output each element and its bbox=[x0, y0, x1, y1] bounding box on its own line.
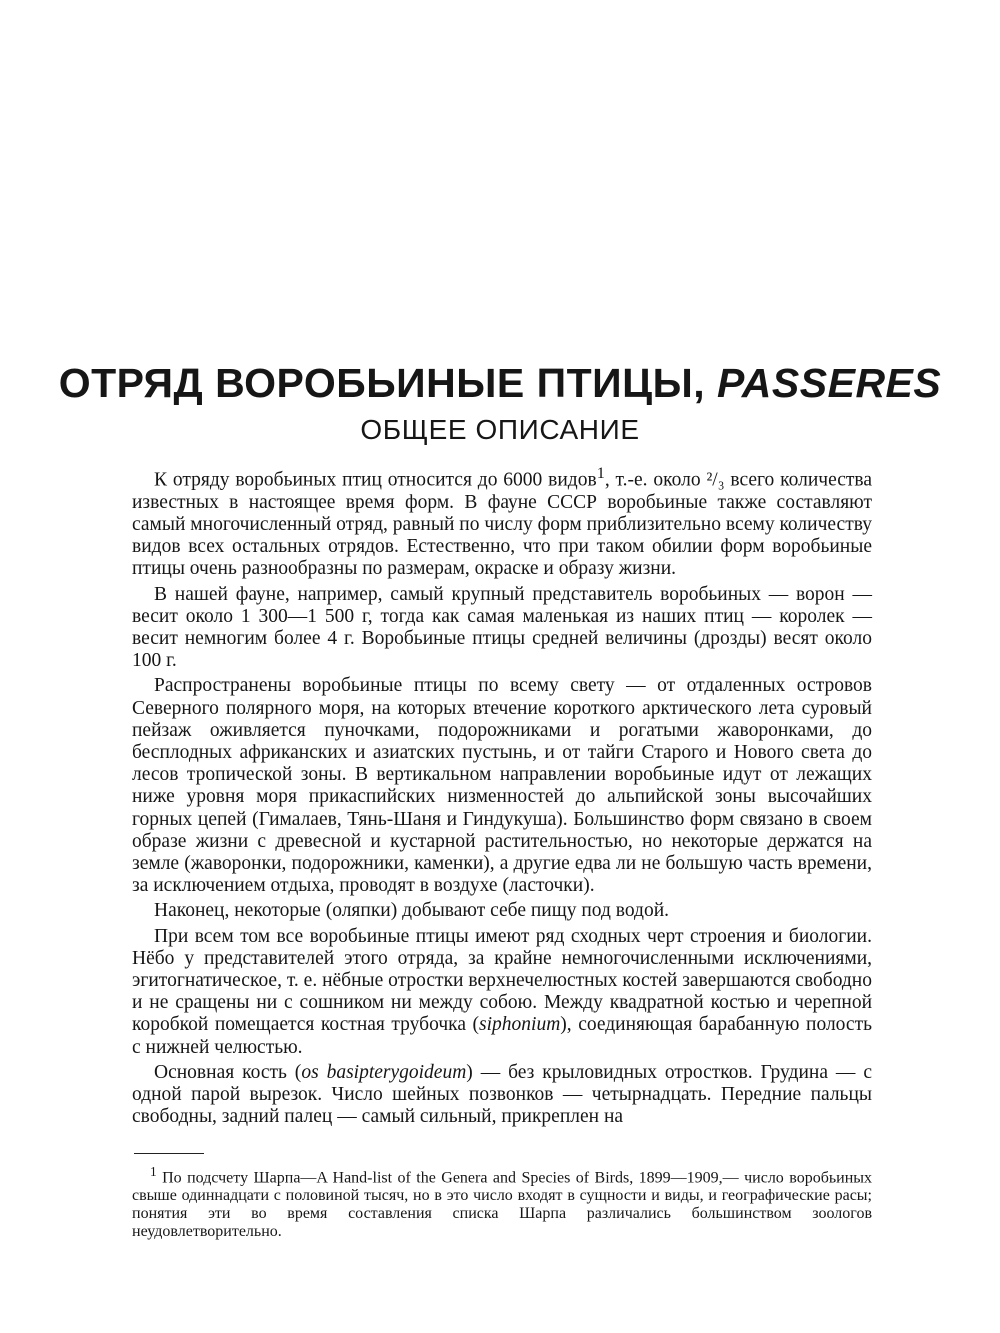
footnote-reference: 1 bbox=[596, 464, 605, 482]
chapter-title bbox=[0, 360, 1000, 407]
latin-term: siphonium bbox=[479, 1014, 561, 1036]
paragraph-6-text-b: ) — без крыловидных отростков. Грудина — с одной парой вырезок. Число шейных позвонков — четырнадцать. Передние пальцы свободны, задний палец — самый сильный, прикреплен на bbox=[132, 1061, 872, 1128]
chapter-title-russian: ОТРЯД ВОРОБЬИНЫЕ ПТИЦЫ, bbox=[58, 360, 706, 406]
footnote-paragraph bbox=[132, 1163, 872, 1241]
footnote-divider bbox=[134, 1153, 204, 1154]
fraction: ²/₃ bbox=[706, 469, 725, 491]
paragraph-6-text-a: Основная кость ( bbox=[154, 1061, 302, 1083]
section-subtitle: ОБЩЕЕ ОПИСАНИЕ bbox=[360, 414, 640, 445]
paragraph-6 bbox=[132, 1062, 872, 1129]
paragraph-1-text-c: всего количества известных в настоящее время форм. В фауне СССР воробьиные также составляют самый многочисленный отряд, равный по числу форм приблизительно всему количеству видов всех остальных отрядов. Естественно, что при таком обилии форм воробьиные птицы очень разнообразны по размерам, окраске и образу жизни. bbox=[132, 469, 873, 580]
chapter-title-latin: PASSERES bbox=[717, 360, 942, 406]
paragraph-5-text-b: ), соединяющая барабанную полость с нижней челюстью. bbox=[132, 1014, 872, 1058]
footnote-text: По подсчету Шарпа—A Hand-list of the Genera and Species of Birds, 1899—1909,— число воробьиных свыше одиннадцати с половиной тысяч, но в это число входят в сущности и виды, и географические расы; понятия эти во время составления списка Шарпа различались большинством зоологов неудовлетворительно. bbox=[132, 1169, 872, 1241]
footnote-marker: 1 bbox=[150, 1164, 157, 1179]
paragraph-1-text-a: К отряду воробьиных птиц относится до 6000 видов bbox=[154, 469, 597, 491]
paragraph-1-text-b: , т.-е. около bbox=[604, 469, 707, 491]
paragraph-2: В нашей фауне, например, самый крупный представитель воробьиных — ворон — весит около 1 300—1 500 г, тогда как самая маленькая из наших птиц — королек — весит немногим более 4 г. Воробьиные птицы средней величины (дрозды) весят около 100 г. bbox=[132, 583, 872, 672]
latin-term: os basipterygoideum bbox=[301, 1061, 467, 1083]
paragraph-5 bbox=[132, 926, 872, 1059]
paragraph-4: Наконец, некоторые (оляпки) добывают себе пищу под водой. bbox=[154, 900, 670, 922]
paragraph-3: Распространены воробьиные птицы по всему свету — от отдаленных островов Северного полярного моря, на которых втечение короткого арктического лета суровый пейзаж оживляется пуночками, подорожниками и рогатыми жаворонками, до бесплодных африканских и азиатских пустынь, и от тайги Старого и Нового света до лесов тропической зоны. В вертикальном направлении воробьиные идут от лежащих ниже уровня моря прикаспийских низменностей до альпийской зоны высочайших горных цепей (Гималаев, Тянь-Шаня и Гиндукуша). Большинство форм связано в своем образе жизни с древесной и кустарной растительностью, но некоторые держатся на земле (жаворонки, подорожники, каменки), а другие едва ли не большую часть времени, за исключением отдыха, проводят в воздухе (ласточки). bbox=[132, 675, 872, 897]
footnote bbox=[132, 1163, 872, 1241]
body-text bbox=[132, 462, 872, 1131]
paragraph-1 bbox=[132, 462, 872, 581]
paragraph-5-text-a: При всем том все воробьиные птицы имеют ряд сходных черт строения и биологии. Нёбо у представителей этого отряда, за крайне немногочисленными исключениями, эгитогнатическое, т. е. нёбные отростки верхнечелюстных костей завершаются свободно и не сращены ни с сошником ни между собою. Между квадратной костью и черепной коробкой помещается костная трубочка ( bbox=[132, 925, 872, 1036]
